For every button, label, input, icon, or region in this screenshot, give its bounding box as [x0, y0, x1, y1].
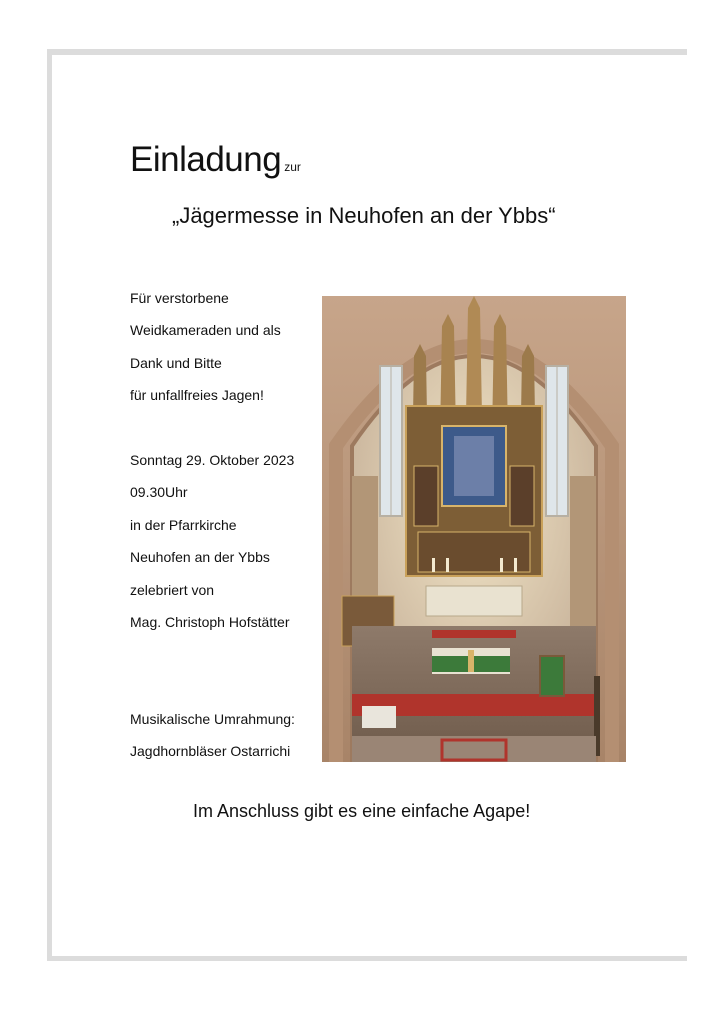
church-altar-photo: [322, 296, 626, 762]
detail-line: Musikalische Umrahmung:: [130, 711, 295, 728]
detail-line: Für verstorbene: [130, 290, 229, 306]
event-details: [130, 288, 330, 774]
title-suffix: zur: [284, 160, 301, 174]
detail-line: für unfallfreies Jagen!: [130, 387, 264, 404]
detail-line: Sonntag 29. Oktober 2023: [130, 451, 295, 468]
detail-line: Mag. Christoph Hofstätter: [130, 613, 290, 630]
detail-line: Weidkameraden und als: [130, 322, 281, 339]
detail-line: in der Pfarrkirche: [130, 516, 237, 533]
detail-line: Neuhofen an der Ybbs: [130, 549, 270, 566]
event-subtitle: „Jägermesse in Neuhofen an der Ybbs“: [172, 203, 556, 228]
detail-line: 09.30Uhr: [130, 484, 188, 501]
detail-line: Jagdhornbläser Ostarrichi: [130, 743, 291, 760]
detail-line: zelebriert von: [130, 581, 215, 598]
detail-line: [130, 418, 330, 450]
detail-line: Dank und Bitte: [130, 354, 222, 371]
detail-line: [130, 644, 330, 676]
footer-note: Im Anschluss gibt es eine einfache Agape!: [193, 801, 531, 821]
title-main: Einladung: [130, 140, 282, 179]
invitation-title: [130, 140, 301, 180]
detail-line: [130, 677, 330, 709]
